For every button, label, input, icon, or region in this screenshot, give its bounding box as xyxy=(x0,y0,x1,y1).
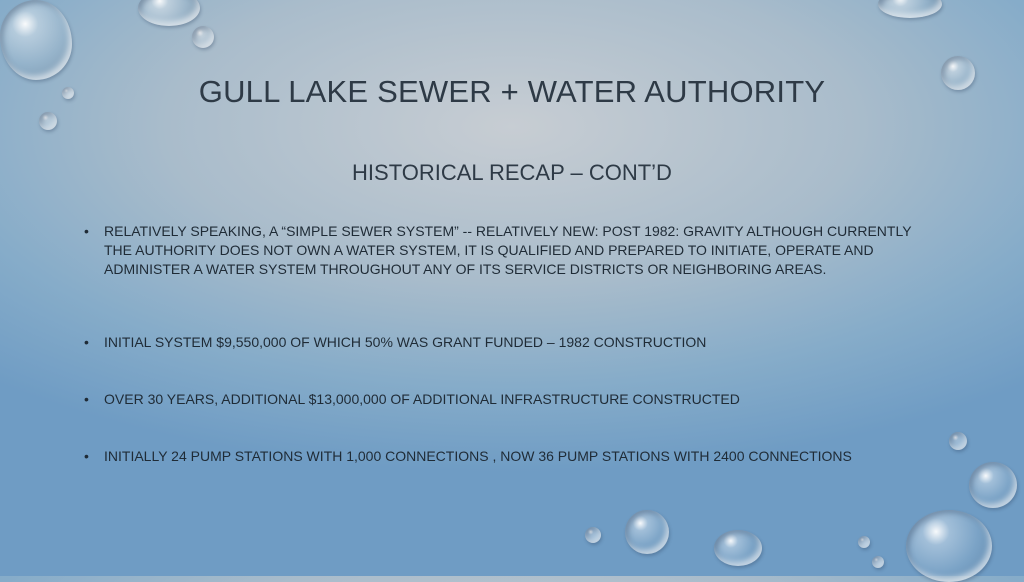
bullet-text: OVER 30 YEARS, ADDITIONAL $13,000,000 OF ADDITIONAL INFRASTRUCTURE CONSTRUCTED xyxy=(104,391,740,407)
water-droplet-decoration xyxy=(969,462,1017,508)
slide-subtitle: HISTORICAL RECAP – CONT’D xyxy=(352,160,672,185)
water-droplet-decoration xyxy=(39,112,57,130)
water-droplet-decoration xyxy=(714,530,762,566)
water-droplet-decoration xyxy=(192,26,214,48)
bullet-text: INITIALLY 24 PUMP STATIONS WITH 1,000 CONNECTIONS , NOW 36 PUMP STATIONS WITH 2400 CONNECTIONS xyxy=(104,448,852,464)
water-droplet-decoration xyxy=(0,0,72,80)
water-droplet-decoration xyxy=(858,536,870,548)
bullet-text: INITIAL SYSTEM $9,550,000 OF WHICH 50% WAS GRANT FUNDED – 1982 CONSTRUCTION xyxy=(104,334,707,350)
bullet-text: RELATIVELY SPEAKING, A “SIMPLE SEWER SYSTEM” -- RELATIVELY NEW: POST 1982: GRAVITY ALTHOUGH CURRENTLY THE AUTHORITY DOES NOT OWN A WATER SYSTEM, IT IS QUALIFIED AND PREPARED TO INITIATE, OPERATE AND ADMINISTER A WATER SYSTEM THROUGHOUT ANY OF ITS SERVICE DISTRICTS OR NEIGHBORING AREAS. xyxy=(104,223,912,277)
bullet-item xyxy=(84,333,934,352)
water-droplet-decoration xyxy=(872,556,884,568)
water-droplet-decoration xyxy=(138,0,200,26)
water-droplet-decoration xyxy=(906,510,992,582)
bullet-marker: • xyxy=(84,448,89,464)
bullet-item xyxy=(84,447,934,466)
slide-title: GULL LAKE SEWER + WATER AUTHORITY xyxy=(198,74,826,109)
water-droplet-decoration xyxy=(878,0,942,18)
bullet-item xyxy=(84,390,934,409)
water-droplet-decoration xyxy=(949,432,967,450)
bullet-marker: • xyxy=(84,391,89,407)
bullet-item xyxy=(84,222,934,279)
bullet-marker: • xyxy=(84,223,89,239)
bullet-marker: • xyxy=(84,334,89,350)
water-droplet-decoration xyxy=(585,527,601,543)
water-droplet-decoration xyxy=(625,510,669,554)
